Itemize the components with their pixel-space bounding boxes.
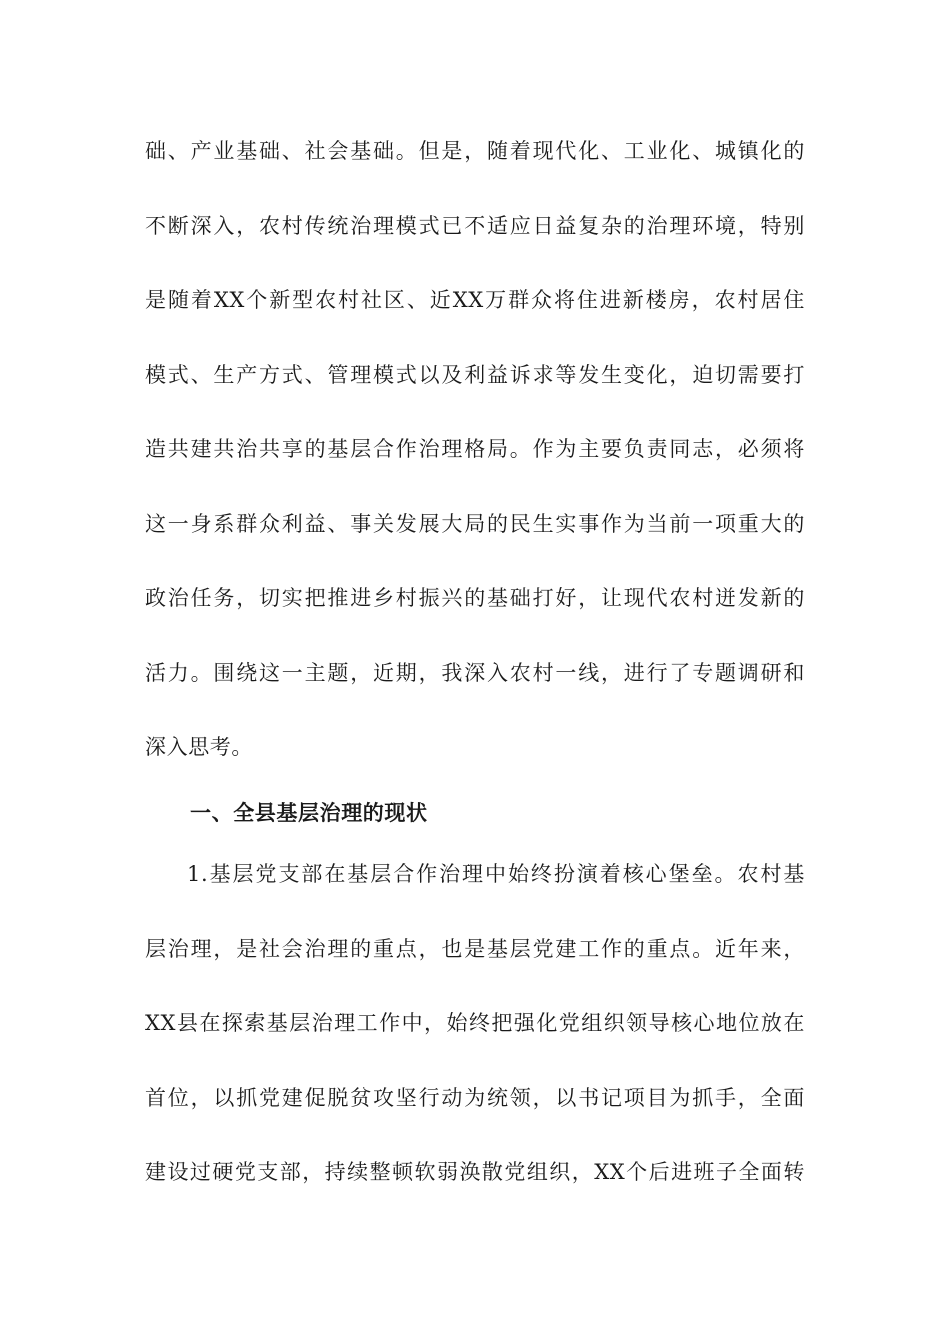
paragraph-line: 是随着XX个新型农村社区、近XX万群众将住进新楼房，农村居住: [145, 288, 805, 312]
section-heading: 一、全县基层治理的现状: [190, 801, 428, 825]
paragraph-line: 造共建共治共享的基层合作治理格局。作为主要负责同志，必须将: [145, 437, 805, 461]
paragraph-line: 1.基层党支部在基层合作治理中始终扮演着核心堡垒。农村基: [187, 862, 805, 886]
paragraph-line: 层治理，是社会治理的重点，也是基层党建工作的重点。近年来，: [145, 936, 805, 961]
paragraph-line: 首位，以抓党建促脱贫攻坚行动为统领，以书记项目为抓手，全面: [145, 1085, 805, 1110]
paragraph-2: [145, 837, 805, 1210]
paragraph-line: 这一身系群众利益、事关发展大局的民生实事作为当前一项重大的: [145, 511, 805, 536]
paragraph-1: [145, 114, 805, 785]
paragraph-line: XX县在探索基层治理工作中，始终把强化党组织领导核心地位放在: [145, 1011, 805, 1035]
paragraph-line: 政治任务，切实把推进乡村振兴的基础打好，让现代农村迸发新的: [145, 586, 805, 610]
paragraph-line: 础、产业基础、社会基础。但是，随着现代化、工业化、城镇化的: [145, 139, 805, 163]
paragraph-line: 深入思考。: [145, 735, 253, 759]
paragraph-line: 活力。围绕这一主题，近期，我深入农村一线，进行了专题调研和: [145, 660, 805, 685]
paragraph-line: 建设过硬党支部，持续整顿软弱涣散党组织，XX个后进班子全面转: [145, 1160, 805, 1184]
paragraph-line: 模式、生产方式、管理模式以及利益诉求等发生变化，迫切需要打: [145, 362, 805, 387]
paragraph-line: 不断深入，农村传统治理模式已不适应日益复杂的治理环境，特别: [145, 213, 805, 238]
